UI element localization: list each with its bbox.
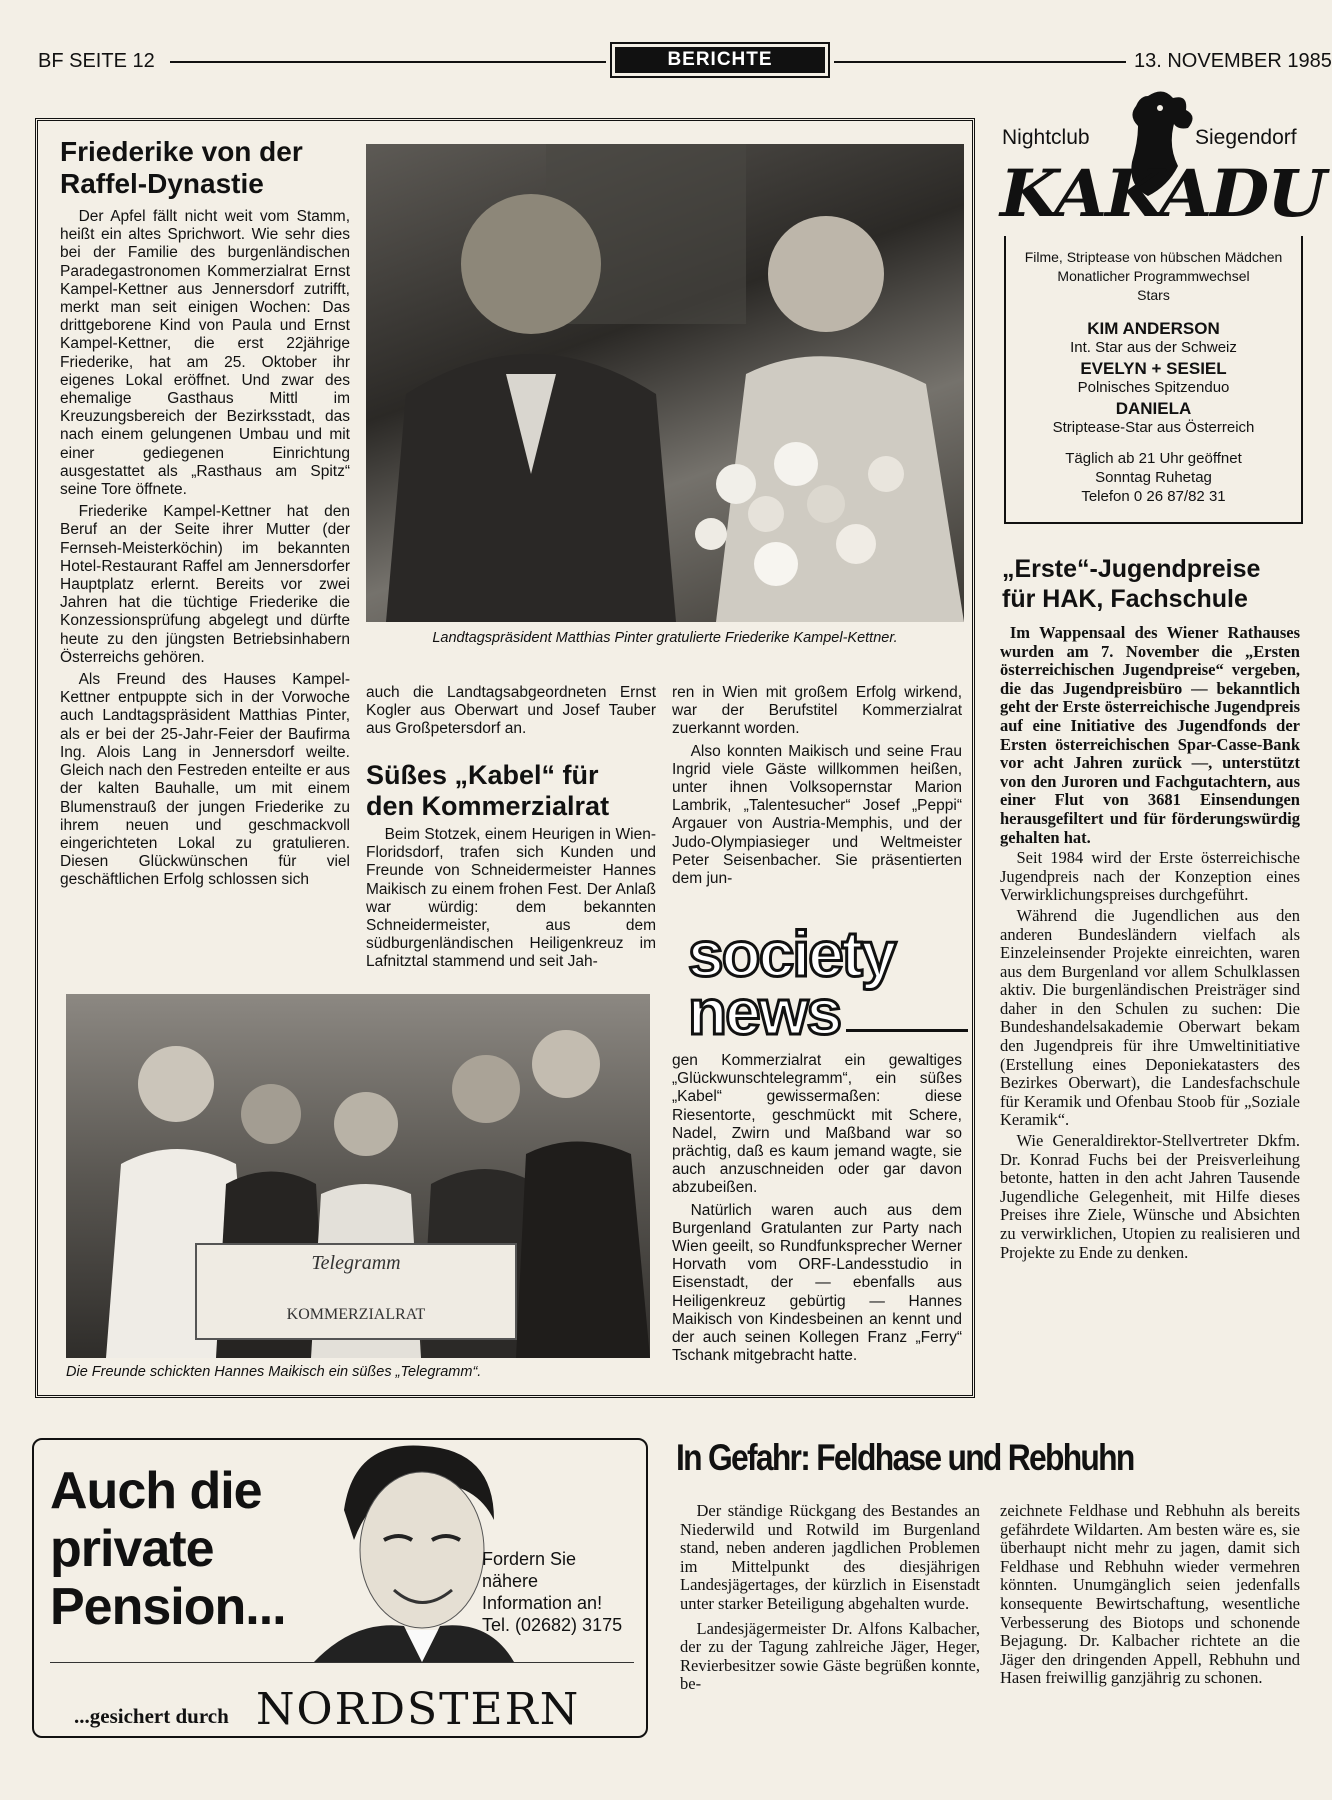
- cake-title: Telegramm: [311, 1252, 401, 1274]
- issue-date: 13. NOVEMBER 1985: [1134, 50, 1332, 72]
- article1-title: Friederike von der Raffel-Dynastie: [60, 136, 303, 199]
- article2-title: Süßes „Kabel“ für den Kommerzialrat: [366, 760, 610, 821]
- article3-body: Im Wappensaal des Wiener Rathauses wurden am 7. November die „Ersten österreichischen Jugendpreise“ vergeben, die das Jugendpreisbüro — bekanntlich geht der Erste österreichische Jugendpreis auf eine Initiative des Jugendfonds der Ersten österreichischen Spar-Casse-Bank vor acht Jahren zurück —, unterstützt von den Juroren und Fachgutachtern, aus einer Flut von 3681 Einsendungen herausgefiltert und für förderungswürdig gehalten hat. Seit 1984 wird der Erste österreichische Jugendpreis nach der Konzeption eines Verwirklichungspreises durchgeführt. Während die Jugendlichen aus den anderen Bundesländern vielfach als Einzeleinsender Projekte einreichten, waren aus dem Burgenland vor allem Schulklassen aktiv. Die burgenländischen Preisträger sind daher in den Schulen zu suchen: Die Bundeshandelsakademie Oberwart bekam den Jugendpreis für ihre Umweltinitiative (Erstellung eines Deponiekatasters des Bezirkes Oberwart), die Landesfachschule für Keramik und Ofenbau Stoob für „Soziale Keramik“. Wie Generaldirektor-Stellvertreter Dkfm. Dr. Konrad Fuchs bei der Preisverleihung betonte, hatten in den acht Jahren Tausende Jugendliche Gelegenheit, mit Hilfe dieses Preises ihre Ziele, Wünsche und Absichten zu verwirklichen, Utopien zu realisieren und Projekte zu Ende zu denken.: [1000, 623, 1300, 1262]
- photo2-caption: Die Freunde schickten Hannes Maikisch ein süßes „Telegramm“.: [66, 1364, 482, 1380]
- header-rule-left: [170, 61, 606, 63]
- section-label: BERICHTE: [615, 47, 825, 73]
- nordstern-tagline: ...gesichert durch: [74, 1704, 229, 1728]
- article4-title: In Gefahr: Feldhase und Rebhuhn: [676, 1437, 1134, 1478]
- kakadu-details: Filme, Striptease von hübschen Mädchen Monatlicher Programmwechsel Stars KIM ANDERSON Int. Star aus der Schweiz EVELYN + SESIEL Polnisches Spitzenduo DANIELA Striptease-Star aus Österreich Täglich ab 21 Uhr geöffnet Sonntag Ruhetag Telefon 0 26 87/82 31: [1024, 249, 1283, 505]
- nordstern-ad: [32, 1438, 648, 1738]
- article4-column1: Der ständige Rückgang des Bestandes an Niederwild und Rotwild im Burgenland stand, neben anderen jagdlichen Problemen im Mittelpunkt des diesjährigen Landesjägertages, der kürzlich in Eisenstadt unter starker Beteiligung abgehalten wurde. Landesjägermeister Dr. Alfons Kalbacher, der zu der Tagung zahlreiche Jäger, Heger, Revierbesitzer sowie Gäste begrüßen konnte, be-: [680, 1501, 980, 1694]
- nordstern-headline: Auch die private Pension...: [50, 1462, 286, 1636]
- society-news-logo: society news: [688, 924, 968, 1042]
- article1-column2-continued: auch die Landtagsabgeordneten Ernst Kogler aus Oberwart und Josef Tauber aus Großpetersdorf an.: [366, 684, 656, 738]
- page-number: BF SEITE 12: [38, 50, 155, 72]
- section-label-box: [610, 42, 830, 78]
- cake-word: KOMMERZIALRAT: [286, 1306, 426, 1323]
- nordstern-rule: [50, 1662, 634, 1663]
- header-rule-right: [834, 61, 1126, 63]
- kakadu-place-label: Siegendorf: [1195, 126, 1297, 149]
- nordstern-info: Fordern Sie nähere Information an! Tel. (02682) 3175: [482, 1549, 623, 1635]
- page-header: [38, 48, 1332, 82]
- society-news-rule: [846, 1029, 968, 1032]
- photo-pinter-friederike: [366, 144, 964, 622]
- photo-illustration: [366, 144, 964, 622]
- photo-maikisch-group: [66, 994, 650, 1358]
- article2-column2: Beim Stotzek, einem Heurigen in Wien-Floridsdorf, trafen sich Kunden und Freunde von Schneidermeister Hannes Maikisch zu einem frohen Fest. Der Anlaß war würdig: dem bekannten Schneidermeister, aus dem südburgenländischen Heiligenkreuz im Lafnitztal stammend und seit Jah-: [366, 826, 656, 971]
- article2-column3-bottom: gen Kommerzialrat ein gewaltiges „Glückwunschtelegramm“, ein süßes „Kabel“ gewissermaßen: diese Riesentorte, geschmückt mit Schere, Nadel, Zwirn und Maßband war so prächtig, daß es kaum jemand wagte, sie auch anzuschneiden oder gar davon abzubeißen. Natürlich waren auch aus dem Burgenland Gratulanten zur Party nach Wien geeilt, so Rundfunksprecher Werner Horvath vom ORF-Landesstudio in Eisenstadt, der — ebenfalls aus Heiligenkreuz gebürtig — Hannes Maikisch von Kindesbeinen an kennt und der auch seinen Kollegen Franz „Ferry“ Tschank mitgebracht hatte.: [672, 1052, 962, 1365]
- article1-column1: Der Apfel fällt nicht weit vom Stamm, heißt ein altes Sprichwort. Wie sehr dies bei der Familie des burgenländischen Paradegastronomen Kommerzialrat Ernst Kampel-Kettner aus Jennersdorf zutrifft, merkt man seit einigen Wochen: Das drittgeborene Kind von Paula und Ernst Kampel-Kettner, die erst 22jährige Friederike, hat am 25. Oktober ihr eigenes Lokal eröffnet. Und zwar des ehemalige Gasthaus Mittl im Kreuzungsbereich der Bezirksstadt, das nach einem gelungenen Umbau und mit einer gediegenen Einrichtung ausgestattet als „Rasthaus am Spitz“ seine Tore öffnete. Friederike Kampel-Kettner hat den Beruf an der Seite ihrer Mutter (der Fernseh-Meisterköchin) im bekannten Hotel-Restaurant Raffel am Jennersdorfer Hauptplatz erlernt. Bereits vor zwei Jahren hat die tüchtige Friederike die Konzessionsprüfung abgelegt und dürfte heute zu den jüngsten Betriebsinhabern Österreichs gehören. Als Freund des Hauses Kampel-Kettner entpuppte sich in der Vorwoche auch Landtagspräsident Matthias Pinter, als er bei der 25-Jahr-Feier der Baufirma Ing. Alois Lang in Jennersdorf weilte. Gleich nach den Festreden enteilte er aus der kalten Bauhalle, um mit einem Blumenstrauß der jungen Friederike zu ihrem neuen und geschmackvoll eingerichteten Lokal zu gratulieren. Diesen Glückwünschen für viel geschäftlichen Erfolg schlossen sich: [60, 208, 350, 889]
- article4-column2: zeichnete Feldhase und Rebhuhn als bereits gefährdete Wildarten. Am besten wäre es, sie überhaupt nicht mehr zu jagen, damit sich Feldhase und Rebhuhn wieder vermehren könnten. Unumgänglich seien jedenfalls konsequente Bewirtschaftung, wesentliche Verbesserung des Biotops und schonende Bejagung. Dr. Kalbacher richtete an die Jäger den dringenden Appell, Rebhuhn und Hasen freiwillig ganzjährig zu schonen.: [1000, 1501, 1300, 1688]
- kakadu-logo: KAKADU: [1000, 156, 1325, 232]
- society-news-line2: news: [688, 984, 968, 1040]
- photo1-caption: Landtagspräsident Matthias Pinter gratulierte Friederike Kampel-Kettner.: [432, 630, 898, 646]
- kakadu-club-label: Nightclub: [1002, 126, 1090, 149]
- article3-title: „Erste“-Jugendpreise für HAK, Fachschule: [1002, 555, 1261, 613]
- group-photo-illustration: [66, 994, 650, 1358]
- article2-column3-top: ren in Wien mit großem Erfolg wirkend, war der Berufstitel Kommerzialrat zuerkannt worden. Also konnten Maikisch und seine Frau Ingrid viele Gäste willkommen heißen, unter ihnen Volksopernstar Marion Lambrik, „Talentesucher“ Josef „Peppi“ Argauer von Austria-Memphis, und der Judo-Olympiasieger und Weltmeister Peter Seisenbacher. Sie präsentierten dem jun-: [672, 684, 962, 888]
- nordstern-brand: NORDSTERN: [256, 1684, 581, 1735]
- kakadu-ad: [1000, 88, 1325, 534]
